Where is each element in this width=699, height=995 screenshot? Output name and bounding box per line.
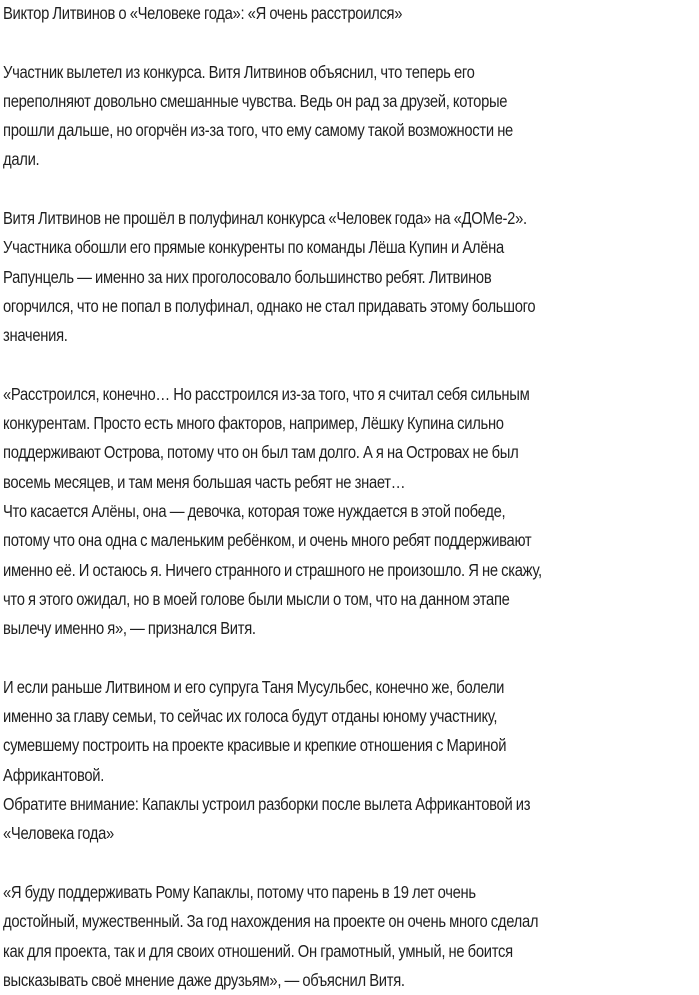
text-line: именно за главу семьи, то сейчас их голоса будут отданы юному участнику, xyxy=(3,706,498,727)
text-line: что я этого ожидал, но в моей голове были мысли о том, что на данном этапе xyxy=(3,588,510,609)
text-line: Африкантовой. xyxy=(3,764,105,785)
text-line: потому что она одна с маленьким ребёнком, и очень много ребят поддерживают xyxy=(3,530,532,551)
text-line: переполняют довольно смешанные чувства. Ведь он рад за друзей, которые xyxy=(3,90,508,111)
text-line: именно её. И остаюсь я. Ничего странного и страшного не произошло. Я не скажу, xyxy=(3,559,542,580)
spacer xyxy=(3,28,699,57)
text-line: И если раньше Литвином и его супруга Таня Мусульбес, конечно же, болели xyxy=(3,676,505,697)
text-line: высказывать своё мнение даже друзьям», — объяснил Витя. xyxy=(3,969,405,990)
text-line: вылечу именно я», — признался Витя. xyxy=(3,618,256,639)
text-line: «Расстроился, конечно… Но расстроился из-за того, что я считал себя сильным xyxy=(3,383,530,404)
related-note-line: «Человека года» xyxy=(3,823,114,844)
text-line: огорчился, что не попал в полуфинал, однако не стал придавать этому большого xyxy=(3,295,536,316)
spacer xyxy=(3,644,699,673)
text-line: Рапунцель — именно за них проголосовало большинство ребят. Литвинов xyxy=(3,266,492,287)
text-line: как для проекта, так и для своих отношений. Он грамотный, умный, не боится xyxy=(3,940,513,961)
paragraph-quote-upset xyxy=(3,380,699,644)
spacer xyxy=(3,175,699,204)
text-line: значения. xyxy=(3,325,68,346)
paragraph-quote-roma xyxy=(3,878,699,995)
text-line: Что касается Алёны, она — девочка, которая тоже нуждается в этой победе, xyxy=(3,501,506,522)
text-line: дали. xyxy=(3,149,40,170)
spacer xyxy=(3,849,699,878)
text-line: прошли дальше, но огорчён из-за того, что ему самому такой возможности не xyxy=(3,120,513,141)
paragraph-support xyxy=(3,673,699,849)
text-line: «Я буду поддерживать Рому Капаклы, потому что парень в 19 лет очень xyxy=(3,881,476,902)
article-title: Виктор Литвинов о «Человеке года»: «Я очень расстроился» xyxy=(3,3,403,23)
text-line: сумевшему построить на проекте красивые и крепкие отношения с Мариной xyxy=(3,735,507,756)
related-note-line: Обратите внимание: Капаклы устроил разборки после вылета Африкантовой из xyxy=(3,794,531,815)
paragraph-intro xyxy=(3,58,699,175)
text-line: Витя Литвинов не прошёл в полуфинал конкурса «Человек года» на «ДОМе-2». xyxy=(3,208,527,229)
text-line: поддерживают Острова, потому что он был там долго. А я на Островах не был xyxy=(3,442,519,463)
text-line: достойный, мужественный. За год нахождения на проекте он очень много сделал xyxy=(3,911,539,932)
text-line: восемь месяцев, и там меня большая часть ребят не знает… xyxy=(3,471,406,492)
text-line: конкурентам. Просто есть много факторов, например, Лёшку Купина сильно xyxy=(3,413,504,434)
paragraph-semifinal xyxy=(3,204,699,350)
text-line: Участник вылетел из конкурса. Витя Литвинов объяснил, что теперь его xyxy=(3,61,475,82)
spacer xyxy=(3,351,699,380)
text-line: Участника обошли его прямые конкуренты по команды Лёша Купин и Алёна xyxy=(3,237,504,258)
